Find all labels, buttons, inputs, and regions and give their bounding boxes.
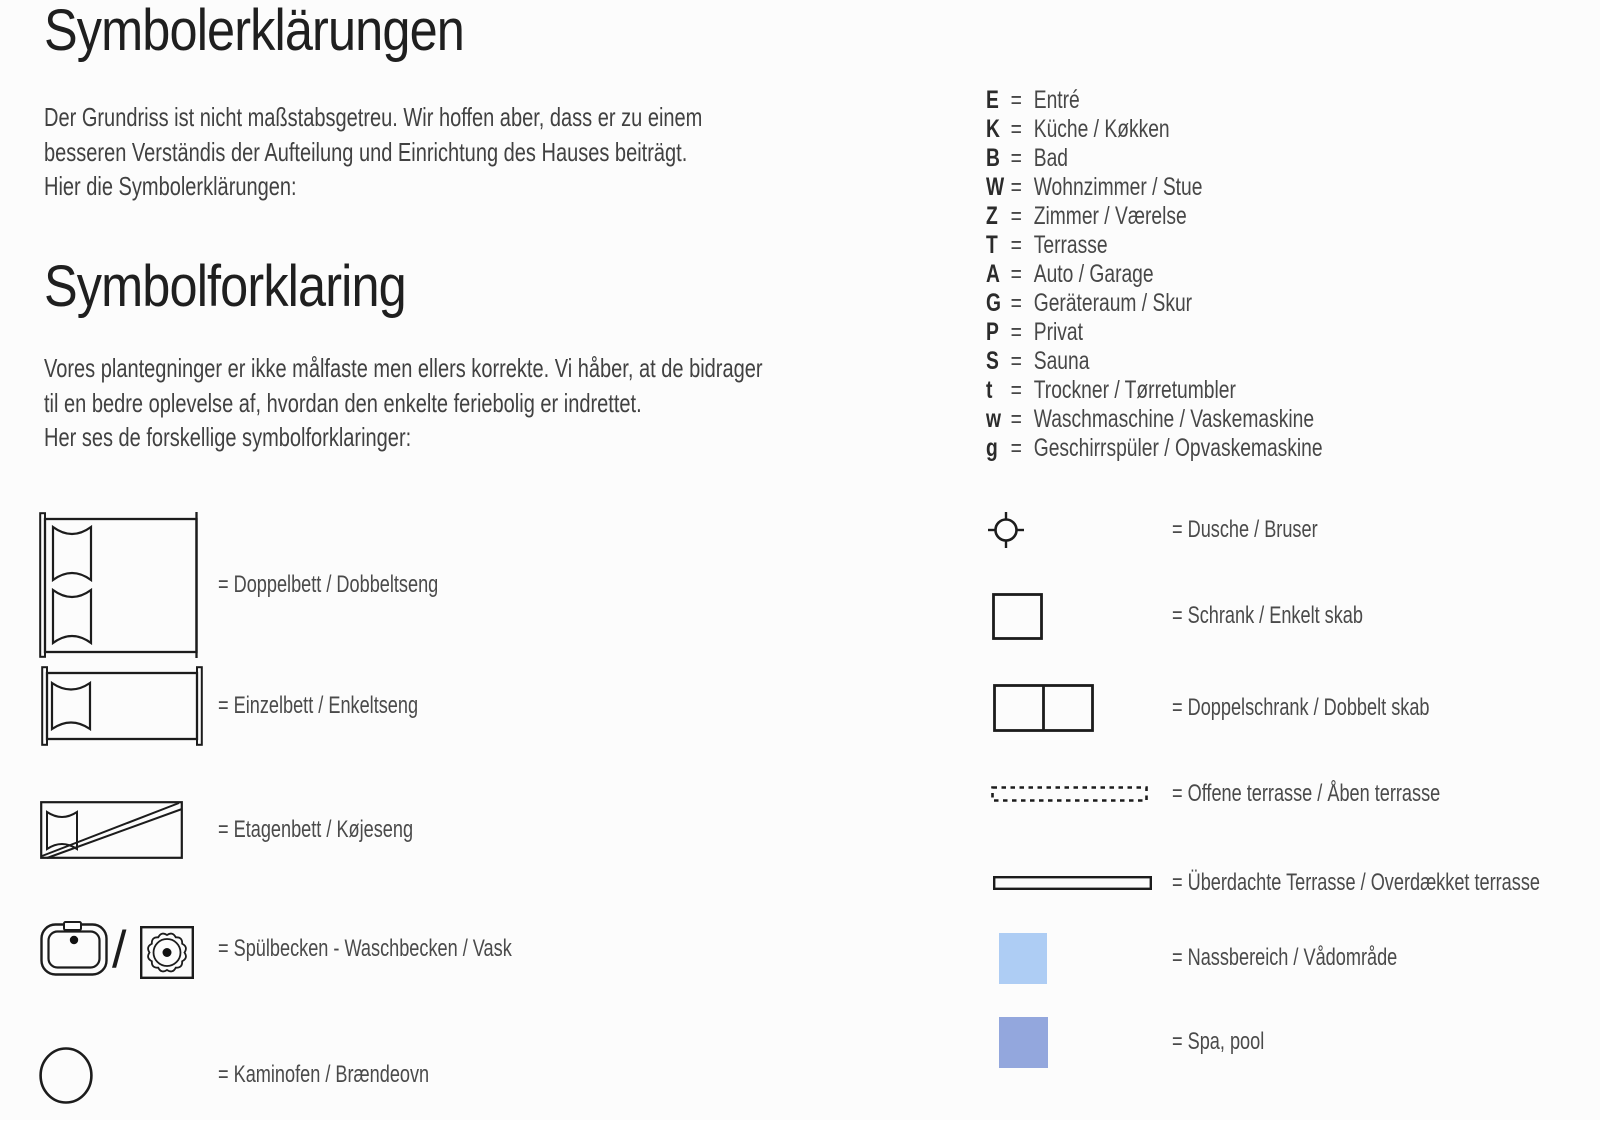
shower-icon <box>984 508 1028 552</box>
equals-sign: = <box>1010 289 1022 317</box>
abbr-label: Privat <box>1033 318 1083 346</box>
paragraph-line: til en bedre oplevelse af, hvordan den enkelte feriebolig er indrettet. <box>44 387 642 418</box>
round-sink-icon <box>140 926 194 979</box>
sink-basin-icon <box>40 921 108 976</box>
abbr-label: Terrasse <box>1033 231 1108 259</box>
abbr-label: Bad <box>1033 144 1068 172</box>
equals-sign: = <box>1010 318 1022 346</box>
abbr-label: Sauna <box>1033 347 1090 375</box>
abbreviation-row <box>986 318 1323 347</box>
abbr-letter: G <box>986 289 1001 317</box>
spa-pool-label: = Spa, pool <box>1172 1028 1265 1055</box>
abbr-label: Küche / Køkken <box>1033 115 1170 143</box>
abbr-letter: P <box>986 318 999 346</box>
abbr-label: Entré <box>1033 86 1080 114</box>
abbr-letter: B <box>986 144 1000 172</box>
equals-sign: = <box>1010 260 1022 288</box>
open-terrace-icon <box>991 786 1148 802</box>
intro-paragraph-german <box>44 100 899 204</box>
abbreviation-row <box>986 434 1323 463</box>
paragraph-line: Hier die Symbolerklärungen: <box>44 171 297 201</box>
equals-sign: = <box>1010 231 1022 259</box>
page-bottom-strip <box>0 1120 1600 1131</box>
equals-sign: = <box>1010 115 1022 143</box>
wood-stove-label: = Kaminofen / Brændeovn <box>218 1061 430 1088</box>
abbreviation-row <box>986 260 1323 289</box>
abbreviation-row <box>986 202 1323 231</box>
equals-sign: = <box>1010 434 1022 462</box>
abbr-label: Waschmaschine / Vaskemaskine <box>1033 405 1315 433</box>
abbr-label: Wohnzimmer / Stue <box>1033 173 1203 201</box>
bunk-bed-icon <box>40 801 183 859</box>
single-closet-label: = Schrank / Enkelt skab <box>1172 602 1363 629</box>
equals-sign: = <box>1010 202 1022 230</box>
wood-stove-icon <box>39 1047 93 1104</box>
abbr-label: Trockner / Tørretumbler <box>1033 376 1236 404</box>
abbreviation-row <box>986 86 1323 115</box>
double-closet-label: = Doppelschrank / Dobbelt skab <box>1172 694 1430 721</box>
double-bed-label: = Doppelbett / Dobbeltseng <box>218 571 439 598</box>
abbr-letter: W <box>986 173 1005 201</box>
abbr-label: Auto / Garage <box>1033 260 1154 288</box>
paragraph-line: Der Grundriss ist nicht maßstabsgetreu. Wir hoffen aber, dass er zu einem <box>44 102 703 132</box>
double-closet-icon <box>993 684 1094 732</box>
equals-sign: = <box>1010 376 1022 404</box>
abbr-label: Geschirrspüler / Opvaskemaskine <box>1033 434 1323 462</box>
abbr-letter: T <box>986 231 998 259</box>
wet-area-swatch <box>999 933 1047 984</box>
abbr-letter: Z <box>986 202 998 230</box>
abbreviation-row <box>986 144 1323 173</box>
double-bed-icon <box>39 512 199 658</box>
abbr-letter: K <box>986 115 1000 143</box>
equals-sign: = <box>1010 144 1022 172</box>
abbr-label: Zimmer / Værelse <box>1033 202 1187 230</box>
covered-terrace-label: = Überdachte Terrasse / Overdækket terrasse <box>1172 869 1540 896</box>
abbreviation-row <box>986 231 1323 260</box>
single-closet-icon <box>992 593 1043 640</box>
abbreviation-row <box>986 289 1323 318</box>
paragraph-line: Her ses de forskellige symbolforklaringer: <box>44 422 412 452</box>
sink-separator-slash: / <box>112 921 127 979</box>
abbreviation-row <box>986 376 1323 405</box>
abbr-letter: A <box>986 260 1000 288</box>
abbr-label: Geräteraum / Skur <box>1033 289 1193 317</box>
page-title-danish: Symbolforklaring <box>44 254 406 319</box>
open-terrace-label: = Offene terrasse / Åben terrasse <box>1172 780 1441 807</box>
spa-pool-swatch <box>999 1017 1048 1068</box>
paragraph-line: besseren Verständis der Aufteilung und Einrichtung des Hauses beiträgt. <box>44 136 688 167</box>
bunk-bed-label: = Etagenbett / Køjeseng <box>218 816 414 843</box>
abbreviation-list <box>986 86 1423 463</box>
abbr-letter: E <box>986 86 999 114</box>
equals-sign: = <box>1010 405 1022 433</box>
page-title-german: Symbolerklärungen <box>44 0 464 63</box>
covered-terrace-icon <box>993 876 1152 890</box>
abbreviation-row <box>986 405 1323 434</box>
equals-sign: = <box>1010 86 1022 114</box>
sink-label: = Spülbecken - Waschbecken / Vask <box>218 935 512 962</box>
abbreviation-row <box>986 173 1323 202</box>
abbreviation-row <box>986 115 1323 144</box>
single-bed-label: = Einzelbett / Enkeltseng <box>218 692 419 719</box>
abbr-letter: S <box>986 347 999 375</box>
single-bed-icon <box>41 666 203 746</box>
abbr-letter: g <box>986 434 998 462</box>
abbr-letter: w <box>986 405 1001 433</box>
equals-sign: = <box>1010 173 1022 201</box>
abbr-letter: t <box>986 376 993 404</box>
intro-paragraph-danish <box>44 351 977 455</box>
equals-sign: = <box>1010 347 1022 375</box>
wet-area-label: = Nassbereich / Vådområde <box>1172 944 1398 971</box>
paragraph-line: Vores plantegninger er ikke målfaste men ellers korrekte. Vi håber, at de bidrager <box>44 353 763 383</box>
abbreviation-row <box>986 347 1323 376</box>
shower-label: = Dusche / Bruser <box>1172 516 1318 543</box>
